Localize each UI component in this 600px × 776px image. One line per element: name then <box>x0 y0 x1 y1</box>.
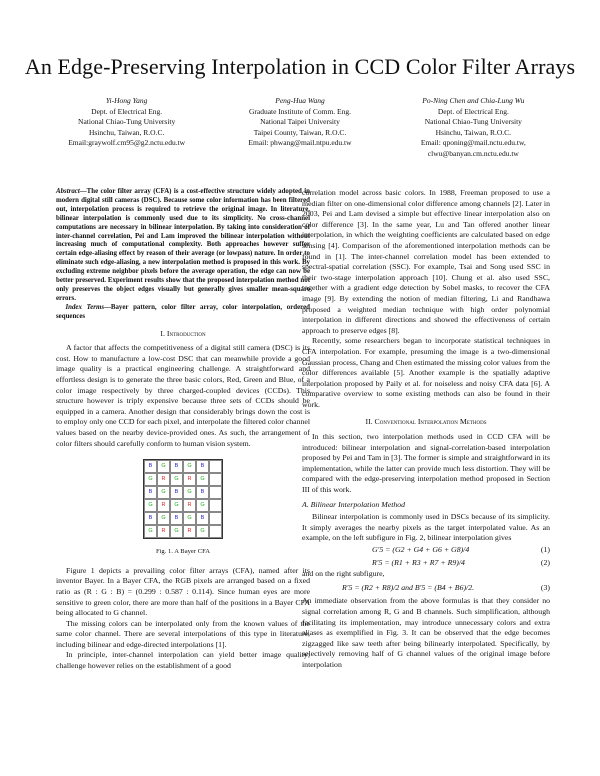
cfa-cell: B <box>144 486 157 499</box>
equation-text: R′5 = (R1 + R3 + R7 + R9)/4 <box>372 557 465 567</box>
cfa-cell: G <box>144 525 157 538</box>
cfa-cell: G <box>157 460 170 473</box>
cfa-cell: G <box>183 460 196 473</box>
paragraph: In principle, inter-channel interpolation can yield better image quality; challenge however relies on the establishment of a good <box>56 650 310 671</box>
author-affil: Dept. of Electrical Eng. <box>91 106 163 116</box>
equation-number: (3) <box>540 582 550 592</box>
cfa-cell: R <box>183 525 196 538</box>
paragraph: correlation model across basic colors. In 1988, Freeman proposed to use a median filter on one-dimensional color difference among channels [2]. Later in 2003, Pei and Lam devised a simple but effective linear interpolation also on color difference [3]. In the same year, Lu and Tan offered another linear interpolation, in which the weighting coefficients are calculated based on edge sensing [4]. Comparison of the aforementioned interpolation methods can be found in [1]. The inter-channel correlation model has been extended to spectral-spatial correlation (SSC). For example, Tsai and Song used SSC in their two-stage interpolation approach [10]. Chung et al. also used SSC, together with a gradient edge detection by Sobel masks, to recover the CFA image [9]. By extending the notion of median filtering, Li and Randhawa proposed a weighted median technique with high order polynomial interpolation in different directions and showed the effectiveness of certain approach to preserve edges [8]. <box>302 188 550 335</box>
index-terms <box>56 304 310 322</box>
author-affil: Dept. of Electrical Eng. <box>437 106 509 116</box>
cfa-cell: R <box>183 473 196 486</box>
section-heading: I. Introduction <box>160 328 206 338</box>
cfa-cell <box>209 486 222 499</box>
index-terms-label: Index Terms <box>65 303 104 311</box>
author-affil: National Chiao-Tung University <box>78 117 176 127</box>
cfa-cell: B <box>196 460 209 473</box>
author-affil: National Chiao-Tung University <box>424 117 522 127</box>
cfa-cell: B <box>144 460 157 473</box>
author-affil: Graduate Institute of Comm. Eng. <box>248 106 352 116</box>
cfa-cell <box>209 473 222 486</box>
cfa-cell: R <box>183 499 196 512</box>
left-column <box>56 188 310 672</box>
equation-text: R′5 = (R2 + R8)/2 and B′5 = (B4 + B6)/2. <box>342 582 475 592</box>
cfa-cell: R <box>157 499 170 512</box>
equation-text: G′5 = (G2 + G4 + G6 + G8)/4 <box>372 545 470 554</box>
paragraph: and on the right subfigure, <box>302 569 385 579</box>
cfa-cell: G <box>170 473 183 486</box>
author-affil: Taipei County, Taiwan, R.O.C. <box>253 127 347 137</box>
equation-2 <box>302 557 550 570</box>
author-email: clwu@banyan.cm.nctu.edu.tw <box>427 148 519 158</box>
author-name: Peng-Hua Wang <box>275 96 325 105</box>
cfa-cell: G <box>157 486 170 499</box>
abstract-text: —The color filter array (CFA) is a cost-effective structure widely adopted in modern digital still cameras (DSC). Because some color information has been filtered out, interpolation process is required to retrieve the original image. In literature, bilinear interpolation is commonly used due to its simplicity. No cross-channel computations are necessary in bilinear interpolation. By taking into consideration of inter-channel correlation, Pei and Lam improved the bilinear interpolation without increasing much of computational complexity. Both approaches however suffer certain edge-aliasing effect by reason of their average (or lowpass) nature. In order to eliminate such edge-aliasing, a new interpolation method is proposed in this work. By excluding extreme neighbor pixels before the average operation, the edge can now be better preserved. Experiment results show that the proposed interpolation method not only preserves the object edges visually but generally gives smaller mean-square errors. <box>56 188 310 302</box>
author-affil: Hsinchu, Taiwan, R.O.C. <box>435 127 511 137</box>
author-affil: Hsinchu, Taiwan, R.O.C. <box>88 127 165 137</box>
section-heading: II. Conventional Interpolation Methods <box>365 417 487 427</box>
equation-number: (1) <box>540 545 550 554</box>
author-email: Email: qponing@mail.nctu.edu.tw, <box>420 138 526 148</box>
figure-caption: Fig. 1. A Bayer CFA <box>155 548 211 556</box>
paragraph: Figure 1 depicts a prevailing color filter arrays (CFA), named after its inventor Bayer. In a Bayer CFA, the RGB pixels are arranged based on a fixed ratio as (R : G : B) = (0.299 : 0.587 : 0.114). Since human eyes are more sensitive to green color, there are more than half of the positions in a Bayer CFA being allocated to G channel. <box>56 565 310 618</box>
abstract <box>56 188 310 304</box>
author-2 <box>213 96 386 160</box>
subsection-heading: A. Bilinear Interpolation Method <box>302 499 406 509</box>
author-email: Email:graywolf.cm95@g2.nctu.edu.tw <box>68 138 186 148</box>
bayer-cfa-grid <box>143 459 223 539</box>
cfa-cell: G <box>144 473 157 486</box>
paper-title: An Edge-Preserving Interpolation in CCD Color Filter Arrays <box>24 54 576 79</box>
cfa-cell: R <box>157 525 170 538</box>
cfa-cell <box>209 499 222 512</box>
right-column <box>302 188 550 671</box>
cfa-cell: B <box>144 512 157 525</box>
equation-1 <box>302 544 550 557</box>
cfa-cell: R <box>157 473 170 486</box>
cfa-cell: G <box>196 499 209 512</box>
cfa-cell: B <box>170 486 183 499</box>
cfa-cell: B <box>196 512 209 525</box>
cfa-cell: G <box>196 525 209 538</box>
cfa-cell: G <box>183 486 196 499</box>
cfa-cell: B <box>170 512 183 525</box>
abstract-label: Abstract <box>56 188 80 195</box>
equation-3 <box>302 580 550 597</box>
cfa-cell: G <box>196 473 209 486</box>
author-name: Po-Ning Chen and Chia-Lung Wu <box>422 96 525 105</box>
paragraph: A factor that affects the competitiveness of a digital still camera (DSC) is its cost. How to manufacture a low-cost DSC that can meanwhile provide a good image quality is a practical engineering challenge. A straightforward and effortless design is to generate the three basic colors, Red, Green and Blue, of a color image respectively by three charged-coupled devices (CCDs). This structure however is triply expensive because three sets of CCDs should be equipped in a camera. Another design that considerably brings down the cost is to employ only one CCD for each pixel, and interpolate the filtered color channel values based on the nearby device-provided ones. As such, the arrangement of color filters should carefully conform to human vision system. <box>56 343 310 448</box>
figure-1 <box>56 459 310 558</box>
paragraph: The missing colors can be interpolated only from the known values of the same color channel. There are several interpolations of this type in literature, including bilinear and edge-directed interpolations [1]. <box>56 618 310 649</box>
cfa-cell: G <box>183 512 196 525</box>
index-terms-text: —Bayer pattern, color filter array, color interpolation, ordered sequences <box>56 303 310 320</box>
paragraph: An immediate observation from the above formulas is that they consider no signal correlation among R, G and B channels. Such simplification, although facilitating its implementation, may introduce unnecessary colors and extra aliases as exemplified in Fig. 3. It can be observed that the edge becomes zigzagged like saw teeth after being bilinearly interpolated. Specifically, by selectively removing half of G channel values of the original image before interpolation <box>302 596 550 669</box>
author-name: Yi-Hong Yang <box>105 96 148 105</box>
cfa-cell: G <box>157 512 170 525</box>
cfa-cell: G <box>170 499 183 512</box>
paragraph: Recently, some researchers began to incorporate statistical techniques in CFA interpolation. For example, presuming the image is a two-dimensional Gaussian process, Chang and Chen estimated the missing color values from the color differences available [5]. Another example is the spatially adaptive interpolation proposed by Paily et al. for noiseless and noisy CFA data [6]. A comparative overview to some existing methods can also be found in their work. <box>302 336 550 409</box>
cfa-cell <box>209 525 222 538</box>
author-block <box>40 96 560 160</box>
author-affil: National Taipei University <box>260 117 340 127</box>
author-email: Email: phwang@mail.ntpu.edu.tw <box>248 138 352 148</box>
cfa-cell <box>209 512 222 525</box>
paragraph: Bilinear interpolation is commonly used in DSCs because of its simplicity. It simply averages the nearby pixels as the target interpolated value. As an example, on the left subfigure in Fig. 2, bilinear interpolation gives <box>302 512 550 543</box>
cfa-cell: B <box>170 460 183 473</box>
cfa-cell <box>209 460 222 473</box>
cfa-cell: B <box>196 486 209 499</box>
paragraph: In this section, two interpolation methods used in CCD CFA will be introduced: bilinear interpolation and signal-correlation-based interpolation proposed by Pei and Tam in [3]. The former is simple and straightforward in its implementation, while the latter can provide much less distortion. They will be compared with the edge-preserving interpolation method proposed in Section III of this work. <box>302 432 550 495</box>
author-3 <box>387 96 560 160</box>
author-1 <box>40 96 213 160</box>
cfa-cell: G <box>144 499 157 512</box>
cfa-cell: G <box>170 525 183 538</box>
equation-number: (2) <box>540 557 550 567</box>
